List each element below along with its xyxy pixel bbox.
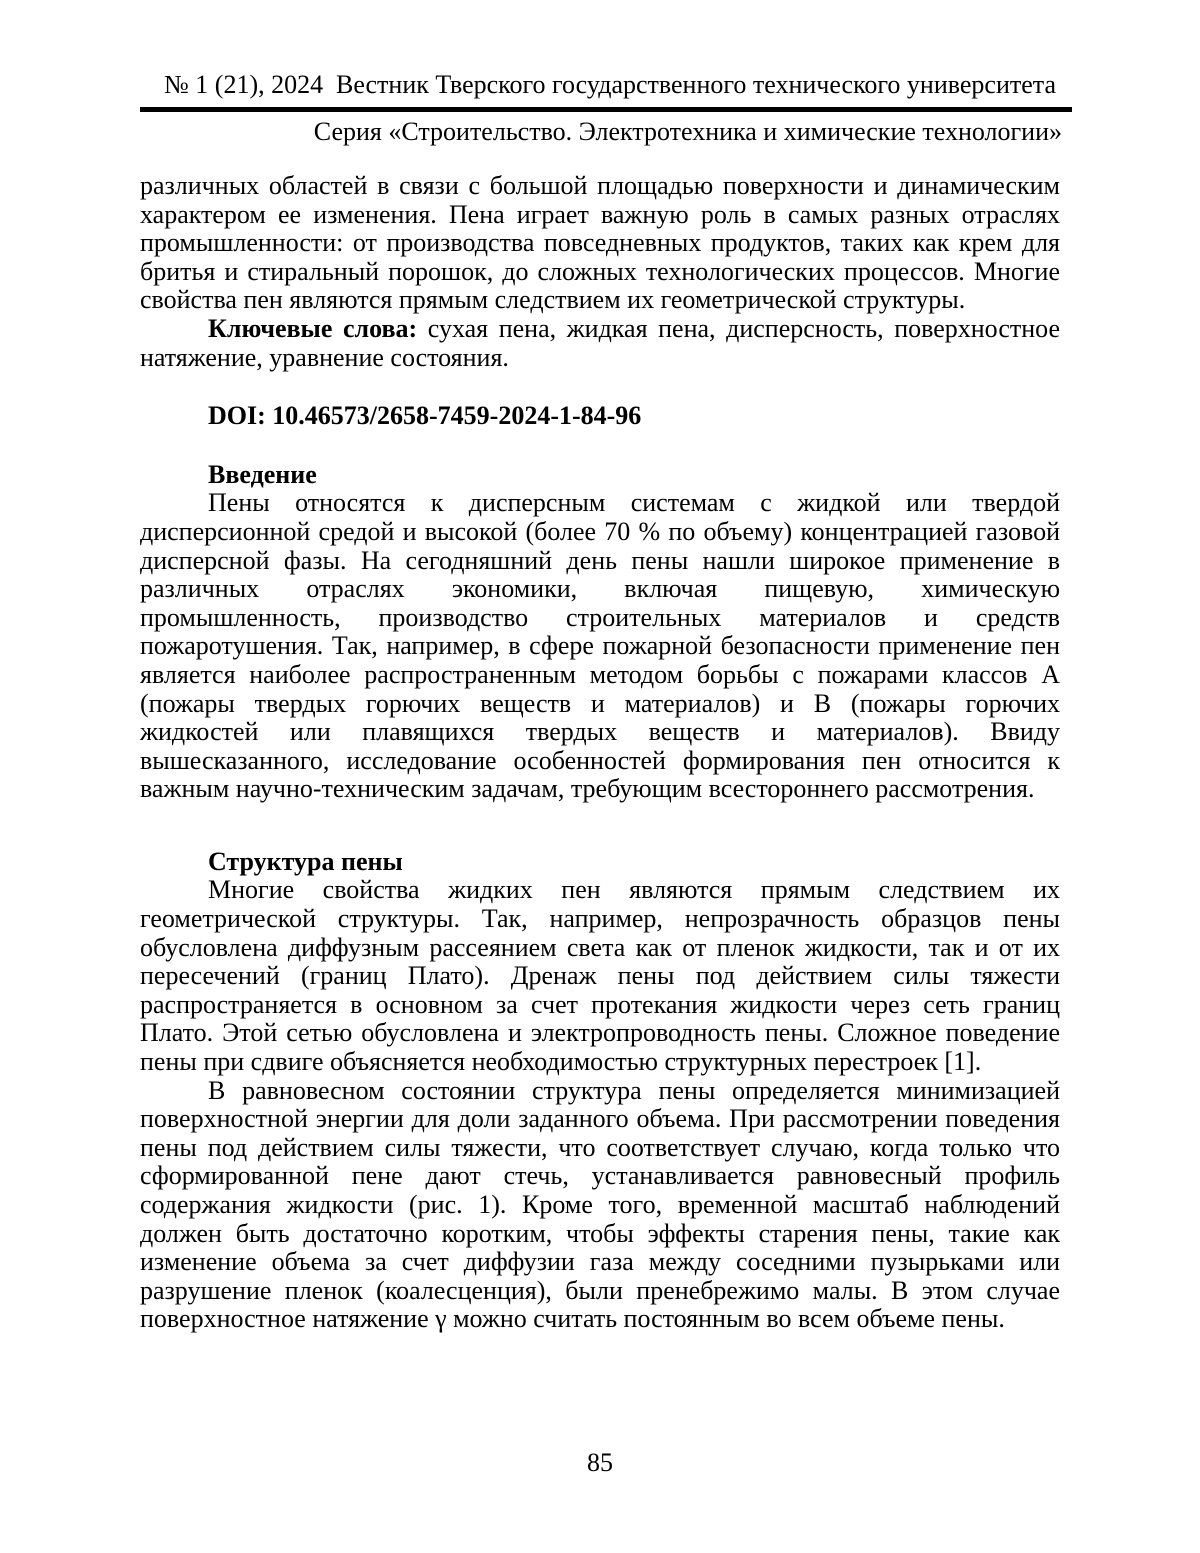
page-header (140, 70, 1072, 147)
keywords-label: Ключевые слова: (208, 313, 418, 343)
header-top-row (140, 70, 1072, 112)
abstract-continuation-paragraph: различных областей в связи с большой площадью поверхности и динамическим характером ее изменения. Пена играет важную роль в самых разных отраслях промышленности: от производства повседневных продуктов, таких как крем для бритья и стиральный порошок, до сложных технологических процессов. Многие свойства пен являются прямым следствием их геометрической структуры. (140, 171, 1060, 315)
article-body (140, 172, 1060, 1334)
section-heading-foam-structure: Структура пены (208, 846, 403, 876)
foam-structure-paragraph-2: В равновесном состоянии структура пены определяется минимизацией поверхностной энергии для доли заданного объема. При рассмотрении поведения пены под действием силы тяжести, что соответствует случаю, когда только что сформированной пене дают стечь, устанавливается равновесный профиль содержания жидкости (рис. 1). Кроме того, временной масштаб наблюдений должен быть достаточно коротким, чтобы эффекты старения пены, такие как изменение объема за счет диффузии газа между соседними пузырьками или разрушение пленок (коалесценция), были пренебрежимо малы. В этом случае поверхностное натяжение γ можно считать постоянным во всем объеме пены. (140, 1075, 1060, 1334)
journal-title: Вестник Тверского государственного технического университета (335, 70, 1056, 99)
page-number: 85 (587, 1448, 613, 1477)
issue-number: № 1 (21), 2024 (164, 70, 324, 99)
page-footer (0, 1448, 1200, 1478)
foam-structure-paragraph-1: Многие свойства жидких пен являются прямым следствием их геометрической структуры. Так, например, непрозрачность образцов пены обусловлена диффузным рассеянием света как от пленок жидкости, так и от их пересечений (границ Плато). Дренаж пены под действием силы тяжести распространяется в основном за счет протекания жидкости через сеть границ Плато. Этой сетью обусловлена и электропроводность пены. Сложное поведение пены при сдвиге объясняется необходимостью структурных перестроек [1]. (140, 875, 1060, 1077)
journal-series: Серия «Строительство. Электротехника и химические технологии» (313, 117, 1062, 146)
doi: DOI: 10.46573/2658-7459-2024-1-84-96 (208, 401, 642, 431)
keywords-text: сухая пена, жидкая пена, дисперсность, поверхностное натяжение, уравнение состояния. (140, 313, 1061, 372)
introduction-paragraph: Пены относятся к дисперсным системам с жидкой или твердой дисперсионной средой и высокой (более 70 % по объему) концентрацией газовой дисперсной фазы. На сегодняшний день пены нашли широкое применение в различных отраслях экономики, включая пищевую, химическую промышленность, производство строительных материалов и средств пожаротушения. Так, например, в сфере пожарной безопасности применение пен является наиболее распространенным методом борьбы с пожарами классов А (пожары твердых горючих веществ и материалов) и В (пожары горючих жидкостей или плавящихся твердых веществ и материалов). Ввиду вышесказанного, исследование особенностей формирования пен относится к важным научно-техническим задачам, требующим всестороннего рассмотрения. (140, 488, 1060, 804)
section-heading-introduction: Введение (208, 459, 317, 489)
keywords-paragraph (140, 315, 1060, 372)
